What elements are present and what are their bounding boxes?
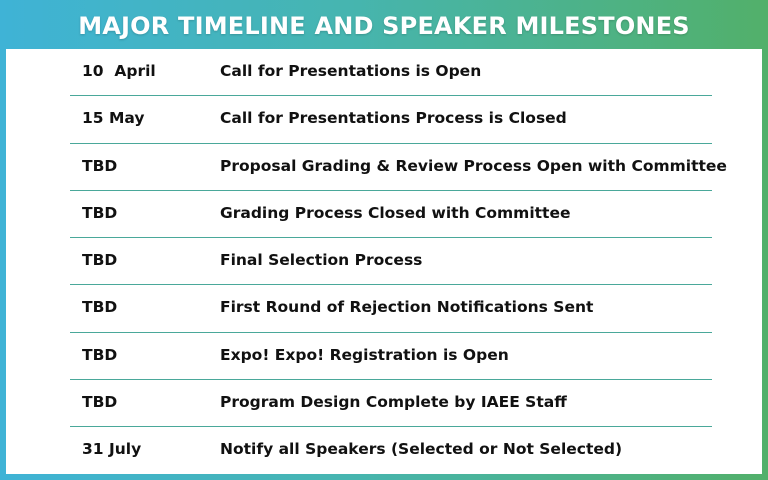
milestone-date: TBD [82,345,118,364]
milestone-event: Program Design Complete by IAEE Staff [220,393,567,412]
milestone-date: TBD [82,298,118,317]
milestone-date: TBD [82,203,118,222]
milestone-event: Grading Process Closed with Committee [220,203,571,222]
table-row [70,427,712,474]
milestone-event: Final Selection Process [220,251,423,270]
table-row [70,380,712,427]
milestone-event: Proposal Grading & Review Process Open with Committee [220,156,727,175]
milestone-date: TBD [82,393,118,412]
milestone-date: 31 July [82,440,142,459]
milestones-panel [6,49,762,474]
table-row [70,238,712,285]
page-title: MAJOR TIMELINE AND SPEAKER MILESTONES [78,12,690,40]
milestone-event: Notify all Speakers (Selected or Not Selected) [220,440,623,459]
table-row [70,191,712,238]
table-row [70,96,712,143]
milestone-event: First Round of Rejection Notifications Sent [220,298,594,317]
milestone-date: 10 April [82,62,156,80]
milestones-table [70,49,727,475]
table-row [70,285,712,332]
table-row [70,144,727,191]
table-row [70,333,712,380]
milestone-date: TBD [82,251,118,270]
milestone-event: Call for Presentations is Open [220,62,482,80]
milestone-date: TBD [82,156,118,175]
milestone-date: 15 May [82,109,145,128]
milestone-event: Call for Presentations Process is Closed [220,109,567,128]
milestone-event: Expo! Expo! Registration is Open [220,345,509,364]
table-row [70,49,712,96]
